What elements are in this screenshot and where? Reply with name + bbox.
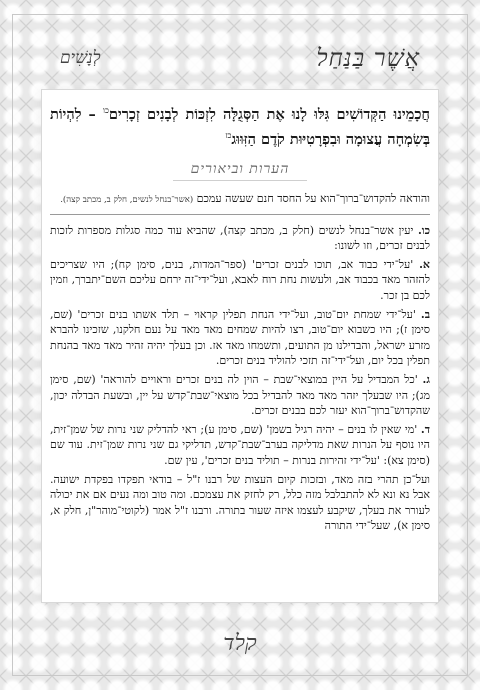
intro-text-continued: – לִהְיוֹת בְּשִׂמְחָה עֲצוּמָה וּבִפְרָטִיּוּת קֹדֶם הַזִּוּוּג [50,105,430,148]
book-title: אֲשֶׁר בַּנַּחַל [316,43,420,72]
intro-text: חֲכָמֵינוּ הַקְּדוֹשִׁים גִּלּוּ לָנוּ אֶת הַסְּגֻלָּה לִזְכּוֹת לְבָנִים זְכָרִים [108,105,430,123]
note-paragraph [50,422,430,469]
note-text: 'על־ידי כבוד אב, תוכו לבנים זכרים' (ספר־המדות, בנים, סימן קח); היו שצריכים להזהר מאד בכבוד אב, ולעשות נחת רוח לאבא, ועל־ידי־זה ירחם עליכם השם־יתברך, וזמין לכם בן זכר. [50,257,430,303]
text-area [50,100,430,537]
note-text: 'על־ידי שמחת יום־טוב, ועל־ידי הנחת תפלין קראוי – תלד אשתו בנים זכרים' (שם, סימן ז); היו כשבוא יום־טוב, רצו להיות שמחים מאד מאד על נעם חלקנו, שזכינו להברא מזרע ישראל, והבדילנו מן התועים, ותשמחו מאד אז. וכן בעלך יהיה זהיר מאד מאד בהנחת תפלין בכל יום, ועל־ידי־זה תזכי להוליד בנים זכרים. [50,307,430,368]
note-text: 'מי שאין לו בנים – יהיה רגיל בשמן' (שם, סימן ע); ראי להדליק שני נרות של שמן־זית, היו נוסף על הנרות שאת מדליקה בערב־שבת־קדש, תדליקי גם שני נרות שמן־זית. עוד שם (סימן צא): 'על־ידי זהירות בנרות – תוליד בנים זכרים', עין שם. [50,422,430,467]
note-paragraph [50,372,430,419]
footnote-marker: כז [225,130,232,140]
footnote-marker: כו [102,106,109,115]
note-label: ב. [420,307,430,321]
thanks-note [50,191,430,215]
note-paragraph [50,472,430,534]
note-text: ועל־כן תהרי בזה מאד, ובזכות קיום העצות של רבנו ז"ל – בודאי תפקדו בפקדת ישועה. אבל נא ונא לא להתבלבל מזה כלל, רק לחזק את עצמכם. ומה טוב ומה נעים אם את יכולה לעורר את בעלך, שיקבע לעצמו איזה שעור בתורה. ורבנו ז"ל אמר (לקוטי־מוהר"ן, חלק א, סימן א), שעל־ידי התורה [50,472,430,533]
section-title: הערות וביאורים [173,159,308,181]
book-subtitle: לְנָשִׁים [60,48,101,68]
note-paragraph [50,307,430,369]
intro-paragraph [50,100,430,150]
note-label: ג. [422,373,430,386]
note-label: כו. [417,223,430,237]
note-paragraph [50,223,430,254]
note-text: 'כל המבדיל על היין במוצאי־שבת – הוין לה בנים זכרים וראויים להוראה' (שם, סימן מג); היו שבעלך יזהר מאד מאד להבדיל בכל מוצאי־שבת־קדש על יין, ובשעת הבדלה יכון, שהקדוש־ברוך־הוא יעזר לכם בבנים זכרים. [50,373,430,418]
note-label: א. [419,257,430,271]
running-head [60,40,420,76]
thanks-text: והודאה להקדוש־ברוך־הוא על החסד חנם שעשה עמכם [196,191,430,205]
note-text: יעין אשר־בנחל לנשים (חלק ב, מכתב קצה), שהביא עוד כמה סגלות מספרות לזכות לבנים זכרים, וזו לשונו: [50,223,430,253]
note-label: ד. [420,422,431,436]
page-number: קלד [223,631,257,656]
section-divider [50,158,430,181]
note-paragraph [50,257,430,304]
thanks-reference: (אשר־בנחל לנשים, חלק ב, מכתב קצה). [60,194,194,205]
